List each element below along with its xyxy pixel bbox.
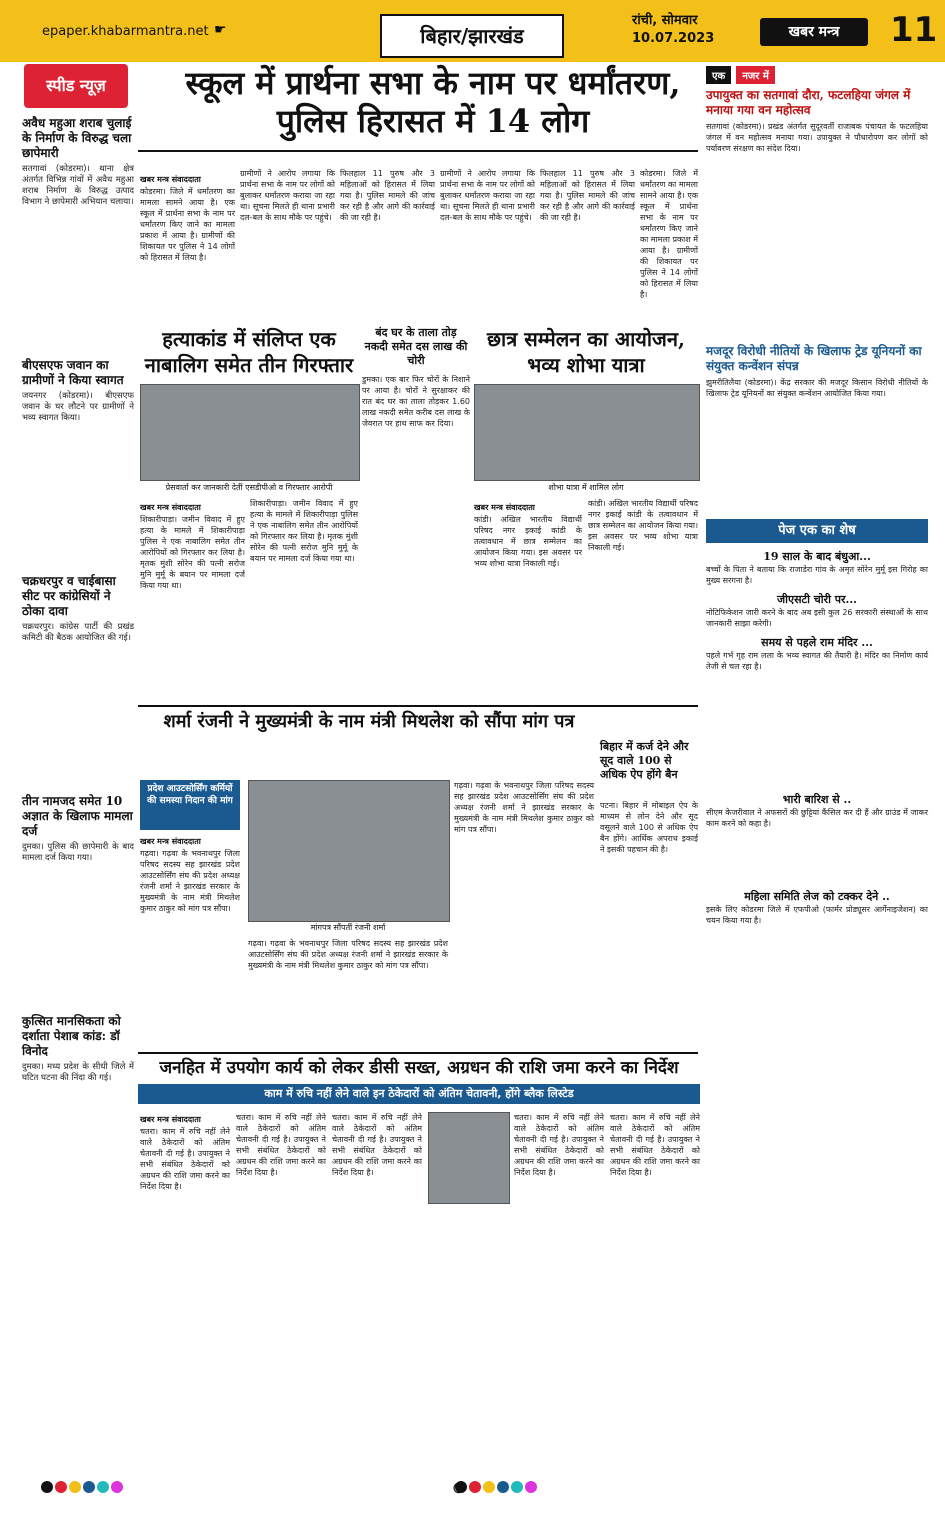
city-day: रांची, सोमवार	[632, 13, 698, 28]
cont2-body: नोटिफिकेशन जारी करने के बाद अब इसी कुल 26 सरकारी संस्थाओं के साथ जानकारी साझा करेगी।	[706, 608, 928, 628]
story7-body-4: चतरा। काम में रुचि नहीं लेने वाले ठेकेदारों को अंतिम चेतावनी दी गई है। उपायुक्त ने सभी संबंधित ठेकेदारों को अग्रधन की राशि जमा करने का निर्देश दिया है।	[514, 1113, 604, 1177]
main-body-col5: फिलहाल 11 पुरुष और 3 महिलाओं को हिरासत में लिया गया है। पुलिस मामले की जांच कर रही है और आगे की कार्रवाई की जा रही है।	[540, 169, 635, 222]
right-tag2: नजर में	[736, 66, 775, 84]
story4-byline: खबर मन्त्र संवाददाता	[474, 503, 535, 512]
story5-body-2: गढ़वा। गढ़वा के भवनाथपुर जिला परिषद सदस्य सह झारखंड प्रदेश आउटसोर्सिंग संघ की प्रदेश अध्यक्ष रंजनी शर्मा ने झारखंड सरकार के मुख्यमंत्री के नाम मंत्री मिथलेश कुमार ठाकुर को मांग पत्र सौंपा।	[248, 939, 448, 970]
issue-date: 10.07.2023	[632, 31, 715, 46]
continued-label: पेज एक का शेष	[706, 519, 928, 543]
color-dot	[525, 1481, 537, 1493]
cont5-body: इसके लिए कोडरमा जिले में एफपीओ (फार्मर प्रोड्यूसर आर्गेनाइजेशन) का चयन किया गया है।	[706, 905, 928, 925]
color-dot	[511, 1481, 523, 1493]
story4-headline: छात्र सम्मेलन का आयोजन, भव्य शोभा यात्रा	[487, 327, 685, 377]
story2-body-2: शिकारीपाड़ा। जमीन विवाद में हुए हत्या के मामले में शिकारीपाड़ा पुलिस ने एक नाबालिग समेत तीन आरोपियों को गिरफ्तार कर लिया है। मृतक मुंशी सोरेन की पत्नी सरोज मुनि मुर्मू के बयान पर मामला दर्ज किया गया था।	[250, 499, 358, 563]
cont3-body: पहले गर्भ गृह राम लला के भव्य स्वागत की तैयारी है। मंदिर का निर्माण कार्य तेजी से चल रहा है।	[706, 651, 928, 671]
divider	[138, 705, 698, 707]
story2-caption: प्रेसवार्ता कर जानकारी देतीं एसडीपीओ व गिरफ्तार आरोपी	[165, 483, 333, 492]
cont1-title: 19 साल के बाद बंधुआ...	[763, 550, 871, 563]
cont4-body: सीएम केजरीवाल ने अफसरों की छुट्टियां कैंसिल कर दी हैं और ग्राउंड में जाकर काम करने को कहा है।	[706, 808, 928, 828]
divider	[138, 1052, 698, 1054]
left-story-title: चक्रधरपुर व चाईबासा सीट पर कांग्रेसियों ने ठोका दावा	[22, 574, 116, 618]
crosshair-icon: ⊕	[452, 1478, 466, 1497]
story5-caption: मांगपत्र सौंपतीं रंजनी शर्मा	[310, 923, 386, 932]
color-dot	[483, 1481, 495, 1493]
story3-body: डुमका। एक बार फिर चोरों के निशाने पर आया है। चोरों ने सुरक्षाकर की रात बंद घर का ताला तोड़कर 1.60 लाख नकदी समेत करीब दस लाख के जेवरात पर हाथ साफ कर दिया।	[362, 375, 470, 428]
main-headline: स्कूल में प्रार्थना सभा के नाम पर धर्मांतरण, पुलिस हिरासत में 14 लोग	[185, 64, 681, 140]
main-body-col1: कोडरमा। जिले में धर्मांतरण का मामला सामने आया है। एक स्कूल में प्रार्थना सभा के नाम पर धर्मांतरण किए जाने का मामला प्रकाश में आया है। ग्रामीणों की शिकायत पर पुलिस ने 14 लोगों को हिरासत में लिया है।	[140, 187, 235, 262]
color-dot	[97, 1481, 109, 1493]
story6-body: पटना। बिहार में मोबाइल ऐप के माध्यम से लोन देने और सूद वसूलने वाले 100 से अधिक ऐप बैन होंगे। आर्थिक अपराध इकाई ने इसकी पहचान की है।	[600, 801, 698, 854]
right-story-b-title: मजदूर विरोधी नीतियों के खिलाफ ट्रेड यूनियनों का संयुक्त कन्वेंशन संपन्न	[706, 344, 922, 373]
story5-body-3: गढ़वा। गढ़वा के भवनाथपुर जिला परिषद सदस्य सह झारखंड प्रदेश आउटसोर्सिंग संघ की प्रदेश अध्यक्ष रंजनी शर्मा ने झारखंड सरकार के मुख्यमंत्री के नाम मंत्री मिथलेश कुमार ठाकुर को मांग पत्र सौंपा।	[454, 781, 594, 834]
right-tag: एक	[706, 66, 731, 84]
story2-body: शिकारीपाड़ा। जमीन विवाद में हुए हत्या के मामले में शिकारीपाड़ा पुलिस ने एक नाबालिग समेत तीन आरोपियों को गिरफ्तार कर लिया है। मृतक मुंशी सोरेन की पत्नी सरोज मुनि मुर्मू के बयान पर मामला दर्ज किया गया था।	[140, 515, 245, 590]
story7-band: काम में रुचि नहीं लेने वाले इन ठेकेदारों को अंतिम चेतावनी, होंगे ब्लैक लिस्टेड	[138, 1084, 700, 1104]
brand-logo: खबर मन्त्र	[760, 18, 868, 46]
story7-body-2: चतरा। काम में रुचि नहीं लेने वाले ठेकेदारों को अंतिम चेतावनी दी गई है। उपायुक्त ने सभी संबंधित ठेकेदारों को अग्रधन की राशि जमा करने का निर्देश दिया है।	[236, 1113, 326, 1177]
story7-body: चतरा। काम में रुचि नहीं लेने वाले ठेकेदारों को अंतिम चेतावनी दी गई है। उपायुक्त ने सभी संबंधित ठेकेदारों को अग्रधन की राशि जमा करने का निर्देश दिया है।	[140, 1127, 230, 1191]
speed-news-logo: स्पीड न्यूज़	[24, 64, 128, 108]
left-story-body: दुमका। मध्य प्रदेश के सीधी जिले में घटित घटना की निंदा की गई।	[22, 1062, 134, 1083]
story2-photo	[140, 384, 360, 481]
epaper-url[interactable]: epaper.khabarmantra.net	[42, 24, 209, 39]
color-dot	[111, 1481, 123, 1493]
story4-body-2: कांडी। अखिल भारतीय विद्यार्थी परिषद नगर इकाई कांडी के तत्वावधान में छात्र सम्मेलन का आयोजन किया गया। इस अवसर पर भव्य शोभा यात्रा निकाली गई।	[588, 499, 698, 552]
story7-byline: खबर मन्त्र संवाददाता	[140, 1115, 201, 1124]
registration-dots	[40, 1478, 905, 1500]
left-story-title: बीएसएफ जवान का ग्रामीणों ने किया स्वागत	[22, 358, 124, 387]
cont1-body: बच्चों के पिता ने बताया कि राजाडेरा गांव के अमृत सोरेन मुर्मू इस गिरोह का मुख्य सरगना है।	[706, 565, 928, 585]
story5-photo	[248, 780, 450, 922]
cursor-icon: ☛	[214, 22, 227, 38]
story7-headline: जनहित में उपयोग कार्य को लेकर डीसी सख्त, अग्रधन की राशि जमा करने का निर्देश	[159, 1058, 679, 1078]
main-body-col4: ग्रामीणों ने आरोप लगाया कि प्रार्थना सभा के नाम पर लोगों को बुलाकर धर्मांतरण कराया जा रहा था। सूचना मिलते ही थाना प्रभारी दल-बल के साथ मौके पर पहुंचे।	[440, 169, 535, 222]
left-story-body: जयनगर (कोडरमा)। बीएसएफ जवान के घर लौटने पर ग्रामीणों ने भव्य स्वागत किया।	[22, 391, 134, 423]
story7-photo	[428, 1112, 510, 1204]
right-story-b-body: झुमरीतिलैया (कोडरमा)। केंद्र सरकार की मजदूर किसान विरोधी नीतियों के खिलाफ ट्रेड यूनियनों का संयुक्त कन्वेंशन आयोजित किया गया।	[706, 378, 928, 398]
color-dot	[41, 1481, 53, 1493]
left-story-body: चक्रधरपुर। कांग्रेस पार्टी की प्रखंड कमिटी की बैठक आयोजित की गई।	[22, 622, 134, 643]
main-body-col2: ग्रामीणों ने आरोप लगाया कि प्रार्थना सभा के नाम पर लोगों को बुलाकर धर्मांतरण कराया जा रहा था। सूचना मिलते ही थाना प्रभारी दल-बल के साथ मौके पर पहुंचे।	[240, 169, 335, 222]
story2-headline: हत्याकांड में संलिप्त एक नाबालिग समेत तीन गिरफ्तार	[144, 327, 354, 377]
left-story-body: सतगावां (कोडरमा)। थाना क्षेत्र अंतर्गत विभिन्न गांवों में अवैध महुआ शराब निर्माण के विरुद्ध उत्पाद विभाग ने छापेमारी अभियान चलाया।	[22, 164, 134, 207]
left-column	[22, 112, 134, 1234]
left-story-title: तीन नामजद समेत 10 अज्ञात के खिलाफ मामला दर्ज	[22, 794, 133, 838]
story2-byline: खबर मन्त्र संवाददाता	[140, 503, 201, 512]
dateline	[632, 12, 714, 48]
story6-headline: बिहार में कर्ज देने और सूद वाले 100 से अधिक ऐप होंगे बैन	[600, 740, 689, 781]
main-byline: खबर मन्त्र संवाददाता	[140, 175, 201, 184]
story7-body-3: चतरा। काम में रुचि नहीं लेने वाले ठेकेदारों को अंतिम चेतावनी दी गई है। उपायुक्त ने सभी संबंधित ठेकेदारों को अग्रधन की राशि जमा करने का निर्देश दिया है।	[332, 1113, 422, 1177]
left-story-body: दुमका। पुलिस की छापेमारी के बाद मामला दर्ज किया गया।	[22, 842, 134, 863]
story4-caption: शोभा यात्रा में शामिल लोग	[548, 483, 624, 492]
color-dot	[469, 1481, 481, 1493]
cont4-title: भारी बारिश से ..	[782, 793, 852, 806]
right-tag-row	[706, 64, 928, 84]
color-dot	[83, 1481, 95, 1493]
cont3-title: समय से पहले राम मंदिर ...	[761, 636, 873, 649]
right-column	[706, 64, 928, 926]
story7-body-5: चतरा। काम में रुचि नहीं लेने वाले ठेकेदारों को अंतिम चेतावनी दी गई है। उपायुक्त ने सभी संबंधित ठेकेदारों को अग्रधन की राशि जमा करने का निर्देश दिया है।	[610, 1113, 700, 1177]
section-title: बिहार/झारखंड	[380, 14, 564, 58]
page-number: 11	[890, 10, 938, 50]
story3-headline: बंद घर के ताला तोड़ नकदी समेत दस लाख की चोरी	[364, 326, 468, 367]
divider	[138, 150, 698, 152]
left-story-title: कुत्सित मानसिकता को दर्शाता पेशाब कांड: डॉ विनोद	[22, 1014, 121, 1058]
color-dot	[55, 1481, 67, 1493]
story4-body: कांडी। अखिल भारतीय विद्यार्थी परिषद नगर इकाई कांडी के तत्वावधान में छात्र सम्मेलन का आयोजन किया गया। इस अवसर पर भव्य शोभा यात्रा निकाली गई।	[474, 515, 582, 568]
story5-headline: शर्मा रंजनी ने मुख्यमंत्री के नाम मंत्री मिथलेश को सौंपा मांग पत्र	[163, 711, 575, 732]
right-story-a-title: उपायुक्त का सतगावां दौरा, फटलहिया जंगल में मनाया गया वन महोत्सव	[706, 88, 911, 117]
story5-byline: खबर मन्त्र संवाददाता	[140, 837, 201, 846]
left-story-title: अवैध महुआ शराब चुलाई के निर्माण के विरुद्ध चला छापेमारी	[22, 116, 132, 160]
cont2-title: जीएसटी चोरी पर...	[777, 593, 857, 606]
color-dot	[69, 1481, 81, 1493]
color-dot	[497, 1481, 509, 1493]
story4-photo	[474, 384, 700, 481]
story5-body: गढ़वा। गढ़वा के भवनाथपुर जिला परिषद सदस्य सह झारखंड प्रदेश आउटसोर्सिंग संघ की प्रदेश अध्यक्ष रंजनी शर्मा ने झारखंड सरकार के मुख्यमंत्री के नाम मंत्री मिथलेश कुमार ठाकुर को मांग पत्र सौंपा।	[140, 849, 240, 913]
right-story-a-body: सतगावां (कोडरमा)। प्रखंड अंतर्गत सुदूरवर्ती राजाबक पंचायत के फटलहिया जंगल में वन महोत्सव मनाया गया। उपायुक्त ने पौधारोपण कर लोगों को पर्यावरण संरक्षण का संदेश दिया।	[706, 122, 928, 153]
main-body-col6: कोडरमा। जिले में धर्मांतरण का मामला सामने आया है। एक स्कूल में प्रार्थना सभा के नाम पर धर्मांतरण किए जाने का मामला प्रकाश में आया है। ग्रामीणों की शिकायत पर पुलिस ने 14 लोगों को हिरासत में लिया है।	[640, 169, 698, 299]
main-body-col3: फिलहाल 11 पुरुष और 3 महिलाओं को हिरासत में लिया गया है। पुलिस मामले की जांच कर रही है और आगे की कार्रवाई की जा रही है।	[340, 169, 435, 222]
story5-band: प्रदेश आउटसोर्सिंग कर्मियों की समस्या निदान की मांग	[140, 780, 240, 830]
cont5-title: महिला समिति लेज को टक्कर देने ..	[744, 890, 890, 903]
